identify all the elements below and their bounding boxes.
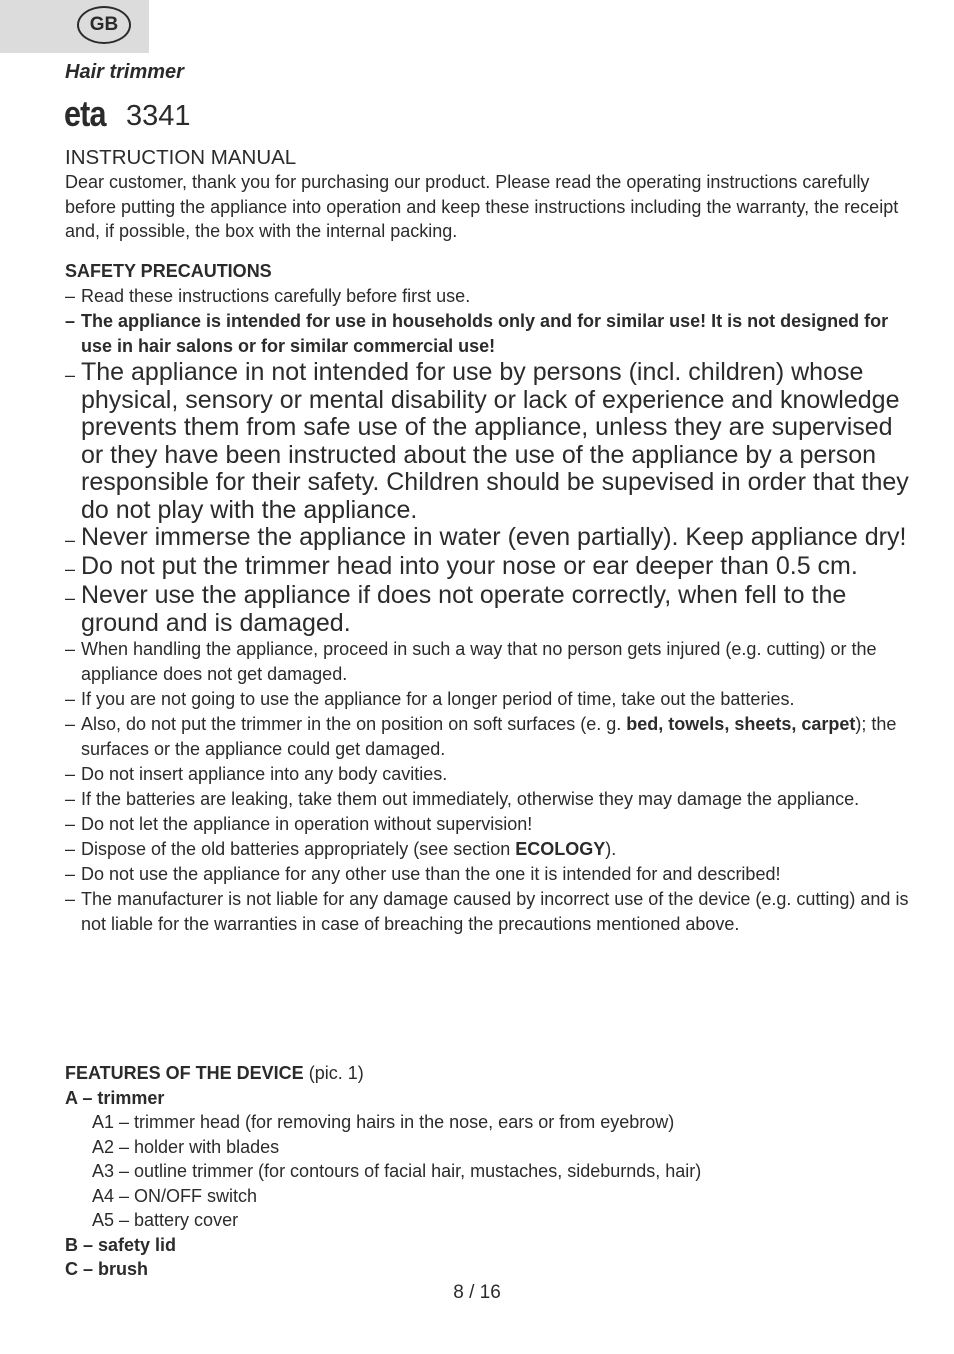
- document-type: INSTRUCTION MANUAL: [65, 146, 297, 169]
- list-item: – Also, do not put the trimmer in the on position on soft surfaces (e. g. bed, towels, sheets, carpet); the surfaces or the appliance could get damaged.: [65, 714, 897, 759]
- features-heading: FEATURES OF THE DEVICE (pic. 1): [65, 1063, 364, 1083]
- brand-logo: eta: [64, 93, 106, 134]
- list-item: – The appliance is intended for use in households only and for similar use! It is not designed for use in hair salons or for similar commercial use!: [65, 311, 889, 356]
- language-badge: GB: [77, 6, 131, 44]
- safety-list: [65, 284, 910, 937]
- list-item: – Do not let the appliance in operation without supervision!: [65, 814, 533, 834]
- part-a5: A5 – battery cover: [92, 1210, 239, 1230]
- part-a1: A1 – trimmer head (for removing hairs in the nose, ears or from eyebrow): [92, 1112, 675, 1132]
- part-a4: A4 – ON/OFF switch: [92, 1185, 258, 1206]
- part-a2: A2 – holder with blades: [92, 1136, 280, 1157]
- list-item: – Do not use the appliance for any other use than the one it is intended for and described!: [65, 864, 781, 884]
- list-item: – When handling the appliance, proceed in such a way that no person gets injured (e.g. cutting) or the appliance does not get damaged.: [65, 639, 877, 684]
- safety-heading: SAFETY PRECAUTIONS: [65, 261, 272, 281]
- list-item: – Dispose of the old batteries appropriately (see section ECOLOGY).: [65, 839, 617, 859]
- features-section: [65, 1061, 910, 1282]
- list-item: – Do not put the trimmer head into your nose or ear deeper than 0.5 cm.: [65, 551, 858, 580]
- part-b-label: B – safety lid: [65, 1234, 177, 1255]
- language-tab: [0, 0, 149, 53]
- list-item: – The appliance in not intended for use by persons (incl. children) whose physical, sensory or mental disability or lack of experience and knowledge prevents them from safe use of the appliance, unless they are supervised or they have been instructed about the use of the appliance by a person responsible for their safety. Children should be supevised in order that they do not play with the appliance.: [65, 358, 909, 524]
- product-title: Hair trimmer: [65, 61, 184, 83]
- page-number: 8 / 16: [453, 1282, 501, 1303]
- list-item: – If you are not going to use the appliance for a longer period of time, take out the batteries.: [65, 689, 795, 709]
- list-item: – If the batteries are leaking, take them out immediately, otherwise they may damage the appliance.: [65, 789, 860, 809]
- part-a-label: A – trimmer: [65, 1087, 165, 1108]
- list-item: – Read these instructions carefully before first use.: [65, 286, 471, 306]
- part-a3: A3 – outline trimmer (for contours of facial hair, mustaches, sideburnds, hair): [92, 1161, 702, 1181]
- model-number: 3341: [126, 100, 191, 132]
- list-item: – Do not insert appliance into any body cavities.: [65, 764, 448, 784]
- list-item: – Never use the appliance if does not operate correctly, when fell to the ground and is damaged.: [65, 581, 847, 637]
- list-item: – Never immerse the appliance in water (even partially). Keep appliance dry!: [65, 523, 907, 551]
- intro-paragraph: Dear customer, thank you for purchasing our product. Please read the operating instructions carefully before putting the appliance into operation and keep these instructions including the warranty, the receipt and, if possible, the box with the internal packing.: [65, 172, 899, 241]
- list-item: – The manufacturer is not liable for any damage caused by incorrect use of the device (e.g. cutting) and is not liable for the warranties in case of breaching the precautions mentioned above.: [65, 889, 909, 934]
- part-c-label: C – brush: [65, 1259, 149, 1279]
